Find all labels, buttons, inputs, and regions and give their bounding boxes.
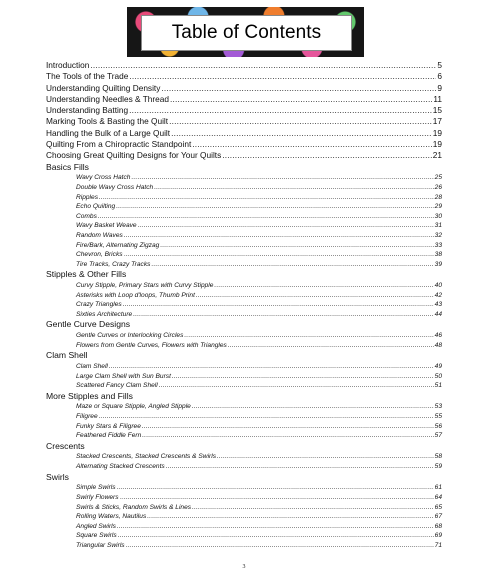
toc-entry-label: Feathered Fiddle Fern	[76, 432, 142, 440]
toc-entry-label: Tire Tracks, Crazy Tracks	[76, 260, 151, 268]
toc-entry-page: 25	[434, 174, 442, 182]
dot-leader	[124, 250, 434, 260]
toc-entry-page: 71	[434, 541, 442, 549]
dot-leader	[214, 281, 433, 291]
section-heading: More Stipples and Fills	[46, 390, 133, 401]
toc-entry-label: Rolling Waters, Nautilus	[76, 513, 147, 521]
toc-entry	[46, 83, 442, 94]
toc-entry	[46, 139, 442, 150]
toc-entry-page: 56	[434, 422, 442, 430]
toc-entry-page: 31	[434, 222, 442, 230]
toc-entry-label: Ripples	[76, 193, 98, 201]
dot-leader	[172, 372, 434, 382]
dot-leader	[154, 183, 433, 193]
toc-entry	[76, 412, 442, 422]
toc-entry-label: Flowers from Gentle Curves, Flowers with Triangles	[76, 341, 227, 349]
toc-entry-label: Fire/Bark, Alternating Zigzag	[76, 241, 160, 249]
toc-entry-page: 28	[434, 193, 442, 201]
toc-entry	[46, 116, 442, 127]
toc-entry	[76, 241, 442, 251]
toc-entry-label: Choosing Great Quilting Designs for Your Quilts	[46, 150, 222, 161]
toc-entry	[46, 60, 442, 71]
toc-entry	[76, 221, 442, 231]
toc-entry-page: 9	[437, 82, 442, 93]
toc-entry-label: Crazy Triangles	[76, 301, 122, 309]
toc-entry	[76, 173, 442, 183]
toc-entry-page: 49	[434, 362, 442, 370]
toc-entry-page: 43	[434, 301, 442, 309]
dot-leader	[169, 116, 432, 127]
toc-entry-label: Asterisks with Loop d'loops, Thumb Print	[76, 291, 195, 299]
dot-leader	[160, 241, 433, 251]
section-heading: Swirls	[46, 471, 69, 482]
dot-leader	[133, 310, 433, 320]
toc-entry-page: 59	[434, 463, 442, 471]
toc-entry	[46, 71, 442, 82]
toc-entry	[76, 493, 442, 503]
toc-entry-page: 48	[434, 341, 442, 349]
toc-entry-page: 32	[434, 231, 442, 239]
dot-leader	[184, 331, 433, 341]
toc-entry-label: Swirly Flowers	[76, 493, 119, 501]
toc-entry-label: Clam Shell	[76, 362, 108, 370]
toc-entry-label: Filigree	[76, 412, 98, 420]
toc-entry	[76, 483, 442, 493]
toc-entry-label: The Tools of the Trade	[46, 71, 129, 82]
toc-entry	[76, 183, 442, 193]
dot-leader	[166, 462, 434, 472]
dot-leader	[99, 193, 434, 203]
dot-leader	[117, 522, 434, 532]
toc-entry-label: Marking Tools & Basting the Quilt	[46, 116, 169, 127]
toc-entry-label: Square Swirls	[76, 532, 117, 540]
section-items	[76, 362, 442, 391]
dot-leader	[138, 221, 434, 231]
toc-entry-page: 6	[437, 71, 442, 82]
toc-entry-label: Alternating Stacked Crescents	[76, 463, 165, 471]
page-number: 3	[242, 564, 246, 570]
dot-leader	[161, 83, 436, 94]
dot-leader	[159, 381, 434, 391]
dot-leader	[131, 173, 433, 183]
title-banner	[127, 7, 364, 57]
toc-entry	[76, 362, 442, 372]
dot-leader	[129, 71, 436, 82]
toc-entry	[76, 341, 442, 351]
toc-entry-page: 21	[432, 150, 442, 161]
toc-entry-page: 33	[434, 241, 442, 249]
toc-entry-label: Wavy Cross Hatch	[76, 174, 131, 182]
toc-entry-label: Double Wavy Cross Hatch	[76, 183, 154, 191]
toc-entry-page: 64	[434, 493, 442, 501]
toc-entry-page: 11	[433, 93, 442, 104]
dot-leader	[196, 291, 434, 301]
toc-entry-page: 46	[434, 332, 442, 340]
toc-entry-page: 26	[434, 183, 442, 191]
dot-leader	[109, 362, 434, 372]
toc-entry-page: 51	[434, 382, 442, 390]
toc-entry-label: Combs	[76, 212, 97, 220]
toc-entry-page: 65	[434, 503, 442, 511]
dot-leader	[116, 202, 433, 212]
toc-entry	[76, 452, 442, 462]
dot-leader	[142, 431, 433, 441]
dot-leader	[147, 512, 433, 522]
section-heading: Gentle Curve Designs	[46, 319, 131, 330]
toc-entry	[46, 150, 442, 161]
title-box	[141, 15, 352, 51]
toc-entry	[76, 250, 442, 260]
toc-entry	[76, 512, 442, 522]
toc-entry-page: 68	[434, 522, 442, 530]
toc-entry	[76, 522, 442, 532]
dot-leader	[192, 503, 434, 513]
toc-entry-label: Swirls & Sticks, Random Swirls & Lines	[76, 503, 192, 511]
dot-leader	[192, 402, 434, 412]
toc-entry-page: 38	[434, 251, 442, 259]
toc-entry-label: Chevron, Bricks	[76, 251, 123, 259]
toc-entry-label: Triangular Swirls	[76, 541, 125, 549]
toc-entry-page: 57	[434, 432, 442, 440]
toc-entry-label: Understanding Needles & Thread	[46, 93, 169, 104]
dot-leader	[228, 341, 434, 351]
toc-entry-page: 15	[432, 105, 442, 116]
dot-leader	[151, 260, 433, 270]
toc-entry-page: 61	[434, 484, 442, 492]
dot-leader	[126, 541, 434, 551]
toc-entry	[76, 193, 442, 203]
section-items	[76, 173, 442, 269]
toc-entry-page: 50	[434, 372, 442, 380]
dot-leader	[142, 422, 434, 432]
toc-entry-page: 29	[434, 203, 442, 211]
toc-entry-page: 69	[434, 532, 442, 540]
table-of-contents	[46, 60, 442, 550]
section-items	[76, 452, 442, 471]
toc-entry	[76, 202, 442, 212]
toc-entry-label: Gentle Curves or Interlocking Circles	[76, 332, 184, 340]
toc-entry	[46, 128, 442, 139]
dot-leader	[222, 150, 432, 161]
toc-entry	[76, 372, 442, 382]
toc-entry-label: Wavy Basket Weave	[76, 222, 137, 230]
toc-entry-label: Angled Swirls	[76, 522, 116, 530]
section-heading: Basics Fills	[46, 161, 89, 172]
toc-entry-page: 53	[434, 403, 442, 411]
toc-entry-page: 44	[434, 310, 442, 318]
toc-entry	[76, 503, 442, 513]
dot-leader	[98, 212, 434, 222]
toc-entry	[76, 402, 442, 412]
toc-entry-label: Understanding Quilting Density	[46, 82, 161, 93]
toc-entry	[76, 531, 442, 541]
section-heading: Stipples & Other Fills	[46, 269, 127, 280]
toc-entry	[76, 212, 442, 222]
dot-leader	[117, 483, 434, 493]
toc-entry	[76, 381, 442, 391]
dot-leader	[217, 452, 434, 462]
toc-entry-label: Scattered Fancy Clam Shell	[76, 382, 158, 390]
toc-entry	[76, 310, 442, 320]
section-heading: Clam Shell	[46, 350, 88, 361]
toc-entry-page: 42	[434, 291, 442, 299]
toc-entry-page: 17	[432, 116, 442, 127]
toc-entry-label: Handling the Bulk of a Large Quilt	[46, 127, 171, 138]
toc-entry-label: Curvy Stipple, Primary Stars with Curvy Stipple	[76, 281, 214, 289]
section-items	[76, 402, 442, 440]
toc-entry-page: 5	[437, 60, 442, 70]
section-items	[76, 483, 442, 550]
toc-entry	[76, 462, 442, 472]
toc-entry	[76, 422, 442, 432]
toc-entry-label: Sixties Architecture	[76, 310, 133, 318]
toc-entry	[76, 231, 442, 241]
toc-entry-page: 39	[434, 260, 442, 268]
toc-entry-page: 55	[434, 412, 442, 420]
dot-leader	[123, 300, 434, 310]
dot-leader	[124, 231, 434, 241]
dot-leader	[90, 60, 436, 71]
section-items	[76, 281, 442, 319]
dot-leader	[99, 412, 434, 422]
toc-entry-label: Random Waves	[76, 231, 123, 239]
toc-entry	[46, 105, 442, 116]
toc-entry-page: 67	[434, 513, 442, 521]
toc-entry	[76, 281, 442, 291]
toc-entry-label: Maze or Square Stipple, Angled Stipple	[76, 403, 191, 411]
toc-entry-label: Large Clam Shell with Sun Burst	[76, 372, 171, 380]
dot-leader	[129, 105, 432, 116]
dot-leader	[170, 94, 432, 105]
toc-entry-label: Stacked Crescents, Stacked Crescents & Swirls	[76, 453, 216, 461]
toc-entry	[76, 331, 442, 341]
toc-entry-label: Echo Quilting	[76, 203, 116, 211]
toc-entry-page: 58	[434, 453, 442, 461]
toc-entry-label: Funky Stars & Filigree	[76, 422, 141, 430]
toc-entry	[76, 291, 442, 301]
toc-entry-label: Understanding Batting	[46, 105, 129, 116]
section-heading: Crescents	[46, 440, 85, 451]
toc-entry-page: 19	[432, 127, 442, 138]
toc-entry	[46, 94, 442, 105]
toc-entry	[76, 300, 442, 310]
dot-leader	[192, 139, 432, 150]
toc-entry	[76, 260, 442, 270]
dot-leader	[171, 128, 432, 139]
toc-entry-label: Simple Swirls	[76, 484, 116, 492]
toc-entry	[76, 541, 442, 551]
page-title: Table of Contents	[171, 22, 322, 43]
toc-entry-page: 30	[434, 212, 442, 220]
toc-entry-label: Quilting From a Chiropractic Standpoint	[46, 139, 192, 150]
section-items	[76, 331, 442, 350]
toc-entry-page: 19	[432, 139, 442, 150]
toc-entry-page: 40	[434, 281, 442, 289]
toc-entry	[76, 431, 442, 441]
dot-leader	[118, 531, 434, 541]
toc-entry-label: Introduction	[46, 60, 90, 70]
dot-leader	[120, 493, 434, 503]
